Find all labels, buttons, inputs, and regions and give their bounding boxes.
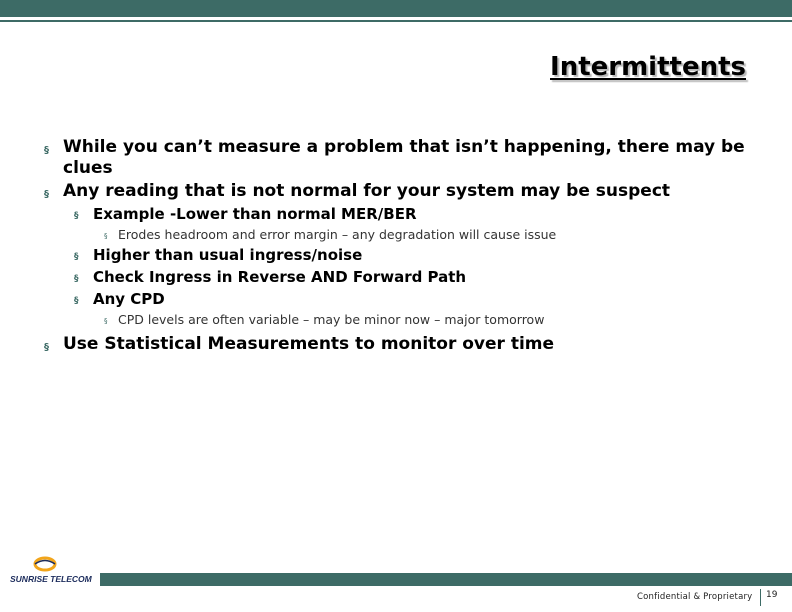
bullet-item: [44, 181, 764, 202]
sub-bullet-item: [44, 204, 764, 224]
sub-bullet-item: [44, 245, 764, 265]
header-band: [0, 0, 792, 17]
bullet-marker-icon: §: [44, 145, 49, 156]
footer-divider: [760, 589, 761, 606]
confidential-notice: Confidential & Proprietary: [637, 592, 753, 602]
bullet-item: [44, 334, 764, 355]
bullet-text: Any CPD: [93, 290, 165, 308]
bullet-text: While you can’t measure a problem that isn’t happening, there may be clues: [63, 137, 745, 178]
bullet-text: Erodes headroom and error margin – any degradation will cause issue: [118, 227, 557, 242]
bullet-text: Use Statistical Measurements to monitor over time: [63, 334, 555, 354]
bullet-marker-icon: §: [74, 274, 79, 284]
sub-bullet-item: [44, 289, 764, 309]
header-rule: [0, 20, 792, 22]
slide-title: Intermittents: [550, 52, 746, 82]
bullet-list: [44, 137, 764, 357]
bullet-marker-icon: §: [74, 252, 79, 262]
page-number: 19: [766, 590, 778, 600]
sub-sub-bullet-item: [44, 226, 764, 243]
bullet-text: Check Ingress in Reverse AND Forward Path: [93, 268, 467, 286]
sub-sub-bullet-item: [44, 311, 764, 328]
bullet-marker-icon: §: [44, 189, 49, 200]
bullet-marker-icon: §: [104, 232, 108, 240]
footer-band: [100, 573, 792, 586]
bullet-item: [44, 137, 764, 179]
bullet-marker-icon: §: [44, 342, 49, 353]
bullet-text: CPD levels are often variable – may be minor now – major tomorrow: [118, 312, 545, 327]
bullet-marker-icon: §: [74, 211, 79, 221]
bullet-marker-icon: §: [104, 317, 108, 325]
sunrise-telecom-logo: [8, 555, 100, 587]
bullet-text: Any reading that is not normal for your system may be suspect: [63, 181, 671, 201]
bullet-text: Higher than usual ingress/noise: [93, 246, 363, 264]
sub-bullet-item: [44, 267, 764, 287]
svg-text:SUNRISE TELECOM: SUNRISE TELECOM: [10, 574, 92, 584]
bullet-marker-icon: §: [74, 296, 79, 306]
bullet-text: Example -Lower than normal MER/BER: [93, 205, 417, 223]
